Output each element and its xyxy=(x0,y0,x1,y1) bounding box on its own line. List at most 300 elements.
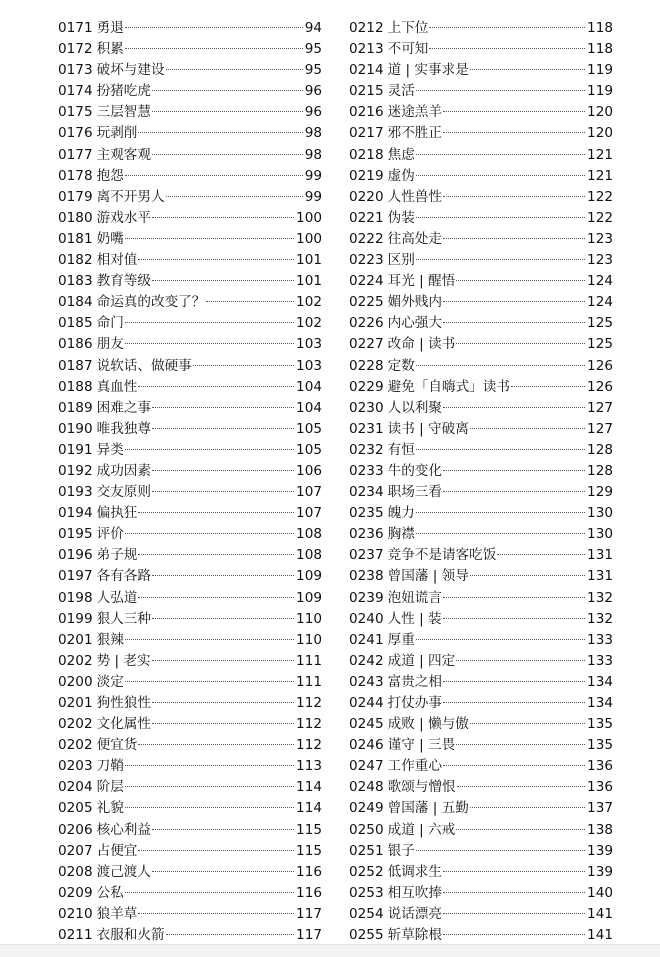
toc-entry[interactable] xyxy=(349,651,613,672)
toc-entry[interactable] xyxy=(58,81,322,102)
entry-number: 0243 xyxy=(349,673,384,690)
entry-page-number: 109 xyxy=(296,568,322,585)
entry-page-number: 111 xyxy=(296,652,322,669)
toc-entry[interactable] xyxy=(349,630,613,651)
toc-entry[interactable] xyxy=(349,545,613,566)
toc-entry[interactable] xyxy=(58,419,322,440)
entry-page-number: 103 xyxy=(296,357,322,374)
toc-entry[interactable] xyxy=(58,503,322,524)
entry-page-number: 94 xyxy=(304,20,322,36)
toc-entry[interactable] xyxy=(349,166,613,187)
toc-entry[interactable] xyxy=(58,482,322,503)
entry-title: 命运真的改变了？ xyxy=(96,294,206,311)
entry-title: 异类 xyxy=(96,441,124,458)
entry-number: 0202 xyxy=(58,652,93,669)
toc-entry[interactable] xyxy=(349,672,613,693)
toc-entry[interactable] xyxy=(58,588,322,609)
entry-title: 说软话、做硬事 xyxy=(96,357,192,374)
toc-entry[interactable] xyxy=(349,39,613,60)
entry-number: 0176 xyxy=(58,125,93,142)
entry-page-number: 116 xyxy=(296,863,322,880)
entry-number: 0196 xyxy=(58,547,93,564)
entry-number: 0210 xyxy=(58,905,93,922)
entry-title: 曾国藩 | 五勤 xyxy=(387,800,469,817)
entry-page-number: 134 xyxy=(587,695,613,711)
entry-number: 0253 xyxy=(349,884,384,901)
entry-number: 0234 xyxy=(349,484,384,501)
entry-number: 0206 xyxy=(58,821,93,838)
entry-page-number: 110 xyxy=(296,631,322,648)
entry-title: 刀鞘 xyxy=(96,758,124,775)
entry-title: 教育等级 xyxy=(96,273,151,290)
dot-leader xyxy=(443,913,585,914)
dot-leader xyxy=(166,196,303,197)
dot-leader xyxy=(125,892,294,893)
entry-page-number: 129 xyxy=(587,484,613,501)
toc-entry[interactable] xyxy=(58,524,322,545)
dot-leader xyxy=(138,554,294,555)
dot-leader xyxy=(138,132,302,133)
entry-number: 0221 xyxy=(349,209,384,226)
entry-number: 0250 xyxy=(349,821,384,838)
entry-title: 弟子规 xyxy=(96,547,138,564)
toc-entry[interactable] xyxy=(58,630,322,651)
entry-page-number: 133 xyxy=(587,652,613,669)
entry-number: 0204 xyxy=(58,779,93,796)
toc-entry[interactable] xyxy=(58,356,322,377)
toc-entry[interactable] xyxy=(58,145,322,166)
toc-entry[interactable] xyxy=(58,313,322,334)
toc-entry[interactable] xyxy=(58,545,322,566)
toc-entry[interactable] xyxy=(349,566,613,587)
entry-number: 0244 xyxy=(349,695,384,711)
entry-number: 0247 xyxy=(349,758,384,775)
entry-title: 牛的变化 xyxy=(387,462,442,479)
entry-title: 命门 xyxy=(96,315,124,332)
entry-title: 谨守 | 三畏 xyxy=(387,737,456,754)
entry-number: 0199 xyxy=(58,610,93,627)
toc-entry[interactable] xyxy=(58,777,322,798)
entry-title: 不可知 xyxy=(387,41,429,58)
entry-number: 0207 xyxy=(58,842,93,859)
entry-title: 占便宜 xyxy=(96,842,138,859)
toc-entry[interactable] xyxy=(58,566,322,587)
dot-leader xyxy=(443,111,585,112)
entry-number: 0191 xyxy=(58,441,93,458)
entry-number: 0172 xyxy=(58,41,93,58)
entry-number: 0231 xyxy=(349,420,384,437)
entry-number: 0252 xyxy=(349,863,384,880)
toc-entry[interactable] xyxy=(349,60,613,81)
entry-number: 0218 xyxy=(349,146,384,163)
toc-entry[interactable] xyxy=(58,672,322,693)
toc-entry[interactable] xyxy=(349,102,613,123)
entry-page-number: 112 xyxy=(296,695,322,711)
entry-page-number: 119 xyxy=(587,83,613,100)
entry-page-number: 119 xyxy=(587,62,613,79)
toc-entry[interactable] xyxy=(349,862,613,883)
entry-number: 0220 xyxy=(349,188,384,205)
toc-entry[interactable] xyxy=(349,313,613,334)
entry-page-number: 100 xyxy=(296,209,322,226)
entry-title: 狠辣 xyxy=(96,631,124,648)
dot-leader xyxy=(443,597,585,598)
dot-leader xyxy=(125,681,294,682)
entry-page-number: 101 xyxy=(296,252,322,269)
entry-title: 相互吹捧 xyxy=(387,884,442,901)
entry-title: 交友原则 xyxy=(96,484,151,501)
entry-title: 破坏与建设 xyxy=(96,62,165,79)
toc-entry[interactable] xyxy=(58,334,322,355)
entry-page-number: 96 xyxy=(304,104,322,121)
toc-entry[interactable] xyxy=(349,503,613,524)
toc-entry[interactable] xyxy=(349,398,613,419)
entry-page-number: 141 xyxy=(587,905,613,922)
toc-entry[interactable] xyxy=(58,292,322,313)
toc-entry[interactable] xyxy=(349,883,613,904)
toc-entry[interactable] xyxy=(58,229,322,250)
toc-entry[interactable] xyxy=(349,482,613,503)
toc-entry[interactable] xyxy=(349,334,613,355)
toc-entry[interactable] xyxy=(349,229,613,250)
toc-entry[interactable] xyxy=(349,798,613,819)
dot-leader xyxy=(416,154,585,155)
dot-leader xyxy=(166,934,294,935)
toc-entry[interactable] xyxy=(349,377,613,398)
dot-leader xyxy=(138,913,294,914)
dot-leader xyxy=(443,301,585,302)
entry-number: 0248 xyxy=(349,779,384,796)
entry-title: 渡己渡人 xyxy=(96,863,151,880)
entry-number: 0233 xyxy=(349,462,384,479)
entry-page-number: 136 xyxy=(587,758,613,775)
entry-page-number: 132 xyxy=(587,610,613,627)
entry-page-number: 139 xyxy=(587,842,613,859)
entry-page-number: 101 xyxy=(296,273,322,290)
entry-page-number: 131 xyxy=(587,547,613,564)
entry-number: 0223 xyxy=(349,252,384,269)
entry-page-number: 116 xyxy=(296,884,322,901)
dot-leader xyxy=(443,407,585,408)
toc-entry[interactable] xyxy=(58,798,322,819)
toc-entry[interactable] xyxy=(349,841,613,862)
toc-entry[interactable] xyxy=(58,250,322,271)
toc-entry[interactable] xyxy=(349,271,613,292)
entry-number: 0214 xyxy=(349,62,384,79)
entry-title: 成功因素 xyxy=(96,462,151,479)
toc-entry[interactable] xyxy=(349,440,613,461)
entry-number: 0228 xyxy=(349,357,384,374)
entry-title: 泡妞谎言 xyxy=(387,589,442,606)
entry-title: 职场三看 xyxy=(387,484,442,501)
entry-number: 0181 xyxy=(58,230,93,247)
entry-page-number: 105 xyxy=(296,420,322,437)
entry-number: 0203 xyxy=(58,758,93,775)
entry-title: 改命 | 读书 xyxy=(387,336,456,353)
toc-entry[interactable] xyxy=(58,102,322,123)
toc-entry[interactable] xyxy=(349,777,613,798)
dot-leader xyxy=(470,428,585,429)
dot-leader xyxy=(443,702,585,703)
dot-leader xyxy=(443,681,585,682)
entry-number: 0245 xyxy=(349,716,384,733)
entry-title: 偏执狂 xyxy=(96,505,138,522)
dot-leader xyxy=(138,744,294,745)
entry-title: 媚外贱内 xyxy=(387,294,442,311)
toc-entry[interactable] xyxy=(58,461,322,482)
dot-leader xyxy=(152,428,294,429)
entry-title: 读书 | 守破离 xyxy=(387,420,469,437)
toc-entry[interactable] xyxy=(58,904,322,925)
entry-number: 0251 xyxy=(349,842,384,859)
entry-title: 狠人三种 xyxy=(96,610,151,627)
toc-entry[interactable] xyxy=(349,524,613,545)
toc-entry[interactable] xyxy=(349,904,613,925)
entry-title: 狼羊草 xyxy=(96,905,138,922)
entry-number: 0202 xyxy=(58,716,93,733)
entry-title: 核心利益 xyxy=(96,821,151,838)
dot-leader xyxy=(152,618,294,619)
toc-entry[interactable] xyxy=(58,609,322,630)
entry-page-number: 110 xyxy=(296,610,322,627)
entry-number: 0224 xyxy=(349,273,384,290)
entry-number: 0177 xyxy=(58,146,93,163)
entry-page-number: 118 xyxy=(587,20,613,36)
entry-title: 人性 | 装 xyxy=(387,610,442,627)
toc-entry[interactable] xyxy=(349,588,613,609)
toc-entry[interactable] xyxy=(58,18,322,39)
toc-entry[interactable] xyxy=(58,925,322,946)
entry-page-number: 99 xyxy=(304,188,322,205)
entry-page-number: 112 xyxy=(296,716,322,733)
entry-number: 0189 xyxy=(58,399,93,416)
entry-title: 淡定 xyxy=(96,673,124,690)
dot-leader xyxy=(443,871,585,872)
toc-entry[interactable] xyxy=(58,651,322,672)
toc-entry[interactable] xyxy=(349,145,613,166)
dot-leader xyxy=(138,597,294,598)
toc-entry[interactable] xyxy=(349,292,613,313)
dot-leader xyxy=(152,154,303,155)
toc-entry[interactable] xyxy=(58,820,322,841)
dot-leader xyxy=(166,69,303,70)
entry-title: 积累 xyxy=(96,41,124,58)
toc-entry[interactable] xyxy=(349,419,613,440)
entry-title: 唯我独尊 xyxy=(96,420,151,437)
entry-number: 0183 xyxy=(58,273,93,290)
toc-entry[interactable] xyxy=(58,841,322,862)
entry-number: 0197 xyxy=(58,568,93,585)
toc-entry[interactable] xyxy=(349,356,613,377)
dot-leader xyxy=(470,69,585,70)
toc-entry[interactable] xyxy=(349,123,613,144)
entry-page-number: 104 xyxy=(296,399,322,416)
entry-title: 公私 xyxy=(96,884,124,901)
entry-title: 抱怨 xyxy=(96,167,124,184)
entry-page-number: 120 xyxy=(587,104,613,121)
dot-leader xyxy=(456,829,585,830)
dot-leader xyxy=(443,892,585,893)
entry-page-number: 117 xyxy=(296,927,322,944)
toc-entry[interactable] xyxy=(58,208,322,229)
toc-entry[interactable] xyxy=(58,166,322,187)
dot-leader xyxy=(456,343,585,344)
entry-title: 礼貌 xyxy=(96,800,124,817)
entry-title: 三层智慧 xyxy=(96,104,151,121)
entry-title: 各有各路 xyxy=(96,568,151,585)
toc-entry[interactable] xyxy=(349,18,613,39)
toc-entry[interactable] xyxy=(349,208,613,229)
toc-entry[interactable] xyxy=(58,377,322,398)
entry-title: 厚重 xyxy=(387,631,415,648)
entry-title: 打仗办事 xyxy=(387,695,442,711)
toc-entry[interactable] xyxy=(58,440,322,461)
toc-entry[interactable] xyxy=(349,714,613,735)
entry-number: 0226 xyxy=(349,315,384,332)
toc-entry[interactable] xyxy=(58,187,322,208)
entry-number: 0200 xyxy=(58,673,93,690)
dot-leader xyxy=(443,132,585,133)
entry-title: 斩草除根 xyxy=(387,927,442,944)
entry-title: 说话漂亮 xyxy=(387,905,442,922)
toc-entry[interactable] xyxy=(58,39,322,60)
toc-entry[interactable] xyxy=(58,60,322,81)
dot-leader xyxy=(456,660,585,661)
entry-page-number: 139 xyxy=(587,863,613,880)
entry-page-number: 140 xyxy=(587,884,613,901)
entry-title: 成败 | 懒与傲 xyxy=(387,716,469,733)
dot-leader xyxy=(416,217,585,218)
entry-number: 0194 xyxy=(58,505,93,522)
toc-entry[interactable] xyxy=(349,609,613,630)
toc-column-left xyxy=(58,18,322,946)
dot-leader xyxy=(125,639,294,640)
entry-page-number: 128 xyxy=(587,462,613,479)
entry-number: 0236 xyxy=(349,526,384,543)
toc-entry[interactable] xyxy=(58,862,322,883)
entry-page-number: 113 xyxy=(296,758,322,775)
dot-leader xyxy=(443,470,585,471)
toc-entry[interactable] xyxy=(349,250,613,271)
entry-page-number: 103 xyxy=(296,336,322,353)
toc-entry[interactable] xyxy=(58,398,322,419)
entry-title: 奶嘴 xyxy=(96,230,124,247)
entry-number: 0240 xyxy=(349,610,384,627)
entry-title: 玩剥削 xyxy=(96,125,138,142)
entry-number: 0216 xyxy=(349,104,384,121)
dot-leader xyxy=(416,365,585,366)
entry-number: 0229 xyxy=(349,378,384,395)
entry-number: 0254 xyxy=(349,905,384,922)
entry-page-number: 135 xyxy=(587,716,613,733)
entry-page-number: 104 xyxy=(296,378,322,395)
entry-number: 0175 xyxy=(58,104,93,121)
entry-title: 迷途羔羊 xyxy=(387,104,442,121)
entry-title: 扮猪吃虎 xyxy=(96,83,151,100)
entry-page-number: 125 xyxy=(587,315,613,332)
dot-leader xyxy=(152,217,294,218)
toc-entry[interactable] xyxy=(349,81,613,102)
entry-page-number: 100 xyxy=(296,230,322,247)
entry-number: 0190 xyxy=(58,420,93,437)
entry-title: 真血性 xyxy=(96,378,138,395)
entry-page-number: 102 xyxy=(296,315,322,332)
entry-page-number: 121 xyxy=(587,167,613,184)
dot-leader xyxy=(443,765,585,766)
toc-entry[interactable] xyxy=(58,714,322,735)
entry-title: 银子 xyxy=(387,842,415,859)
entry-page-number: 108 xyxy=(296,547,322,564)
dot-leader xyxy=(138,259,294,260)
entry-page-number: 123 xyxy=(587,230,613,247)
dot-leader xyxy=(457,786,585,787)
toc-entry[interactable] xyxy=(349,735,613,756)
dot-leader xyxy=(152,280,294,281)
entry-title: 伪装 xyxy=(387,209,415,226)
entry-title: 阶层 xyxy=(96,779,124,796)
entry-page-number: 115 xyxy=(296,842,322,859)
entry-title: 势 | 老实 xyxy=(96,652,151,669)
entry-number: 0192 xyxy=(58,462,93,479)
toc-entry[interactable] xyxy=(58,271,322,292)
toc-entry[interactable] xyxy=(58,756,322,777)
entry-number: 0239 xyxy=(349,589,384,606)
toc-entry[interactable] xyxy=(349,693,613,714)
entry-page-number: 141 xyxy=(587,927,613,944)
entry-page-number: 107 xyxy=(296,505,322,522)
dot-leader xyxy=(416,639,585,640)
entry-number: 0193 xyxy=(58,484,93,501)
entry-title: 困难之事 xyxy=(96,399,151,416)
entry-title: 离不开男人 xyxy=(96,188,165,205)
toc-entry[interactable] xyxy=(58,883,322,904)
dot-leader xyxy=(193,365,294,366)
toc-entry[interactable] xyxy=(349,187,613,208)
entry-page-number: 136 xyxy=(587,779,613,796)
entry-page-number: 123 xyxy=(587,252,613,269)
entry-page-number: 98 xyxy=(304,125,322,142)
entry-title: 耳光 | 醒悟 xyxy=(387,273,456,290)
entry-title: 胸襟 xyxy=(387,526,415,543)
entry-number: 0195 xyxy=(58,526,93,543)
entry-number: 0237 xyxy=(349,547,384,564)
dot-leader xyxy=(152,829,294,830)
toc-entry[interactable] xyxy=(349,925,613,946)
entry-number: 0213 xyxy=(349,41,384,58)
dot-leader xyxy=(152,470,294,471)
entry-title: 灵活 xyxy=(387,83,415,100)
toc-entry[interactable] xyxy=(58,735,322,756)
entry-page-number: 96 xyxy=(304,83,322,100)
entry-page-number: 126 xyxy=(587,378,613,395)
toc-entry[interactable] xyxy=(58,693,322,714)
toc-entry[interactable] xyxy=(349,756,613,777)
dot-leader xyxy=(125,807,294,808)
toc-entry[interactable] xyxy=(349,820,613,841)
entry-title: 文化属性 xyxy=(96,716,151,733)
toc-entry[interactable] xyxy=(349,461,613,482)
entry-page-number: 130 xyxy=(587,505,613,522)
entry-number: 0180 xyxy=(58,209,93,226)
dot-leader xyxy=(138,512,294,513)
toc-entry[interactable] xyxy=(58,123,322,144)
entry-number: 0186 xyxy=(58,336,93,353)
dot-leader xyxy=(416,259,585,260)
entry-title: 朋友 xyxy=(96,336,124,353)
entry-number: 0241 xyxy=(349,631,384,648)
dot-leader xyxy=(470,575,585,576)
dot-leader xyxy=(429,48,585,49)
